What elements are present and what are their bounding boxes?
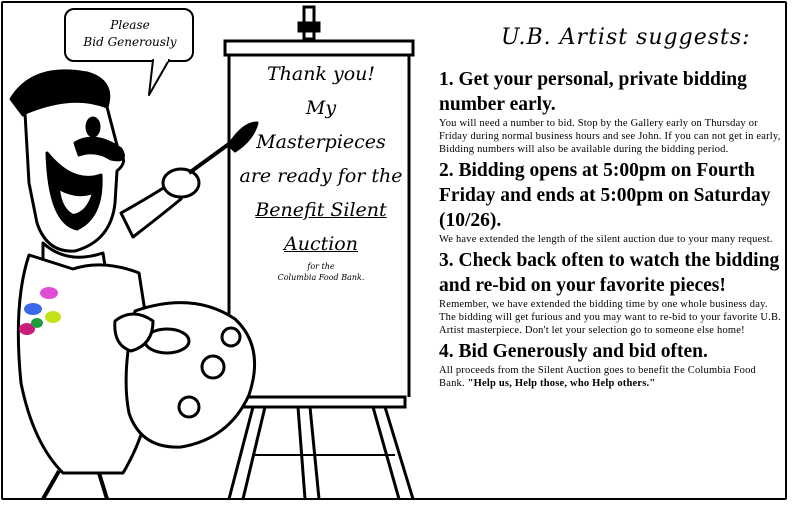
sign-small-1: for the xyxy=(307,262,335,271)
step-body: We have extended the length of the silent auction due to your many request. xyxy=(439,234,773,245)
poster-frame xyxy=(1,1,787,500)
step-title: 3. Check back often to watch the bidding and re-bid on your favorite pieces! xyxy=(439,250,780,296)
sign-line-3: Masterpieces xyxy=(256,131,386,153)
bubble-line-2: Bid Generously xyxy=(83,35,177,49)
step-title: 2. Bidding opens at 5:00pm on Fourth Friday and ends at 5:00pm on Saturday (10/26). xyxy=(439,160,771,231)
step-2 xyxy=(439,158,784,246)
step-title: 4. Bid Generously and bid often. xyxy=(439,341,708,362)
speech-bubble-text xyxy=(69,11,191,63)
suggestions-panel xyxy=(437,3,787,500)
step-body-quote: "Help us, Help those, who Help others." xyxy=(467,378,656,389)
step-body xyxy=(439,364,784,390)
sign-line-1: Thank you! xyxy=(266,63,376,85)
steps-list xyxy=(439,67,784,392)
sign-line-2: My xyxy=(305,97,337,119)
step-body: Remember, we have extended the bidding time by one whole business day. The bidding will get furious and you may want to re-bid to your favorite U.B. Artist masterpiece. Don't let your selection go to someone else home! xyxy=(439,299,782,336)
panel-heading: U.B. Artist suggests: xyxy=(501,25,751,50)
sign-line-4: are ready for the xyxy=(239,165,403,187)
sign-small-2: Columbia Food Bank. xyxy=(277,273,365,282)
step-title: 1. Get your personal, private bidding number early. xyxy=(439,69,747,115)
artist-figure xyxy=(11,71,257,499)
step-3 xyxy=(439,248,784,337)
step-body: You will need a number to bid. Stop by the Gallery early on Thursday or Friday during normal business hours and see John. If you can not get in early, Bidding numbers will also be available during the bidding period. xyxy=(439,118,781,155)
sign-line-6: Auction xyxy=(284,233,358,255)
canvas-sign xyxy=(235,57,407,283)
step-body-text: All proceeds from the Silent Auction goes to benefit the Columbia Food Bank. xyxy=(439,365,756,389)
step-1 xyxy=(439,67,784,156)
step-4 xyxy=(439,339,784,390)
sign-line-5: Benefit Silent xyxy=(255,199,387,221)
bubble-line-1: Please xyxy=(110,18,150,32)
